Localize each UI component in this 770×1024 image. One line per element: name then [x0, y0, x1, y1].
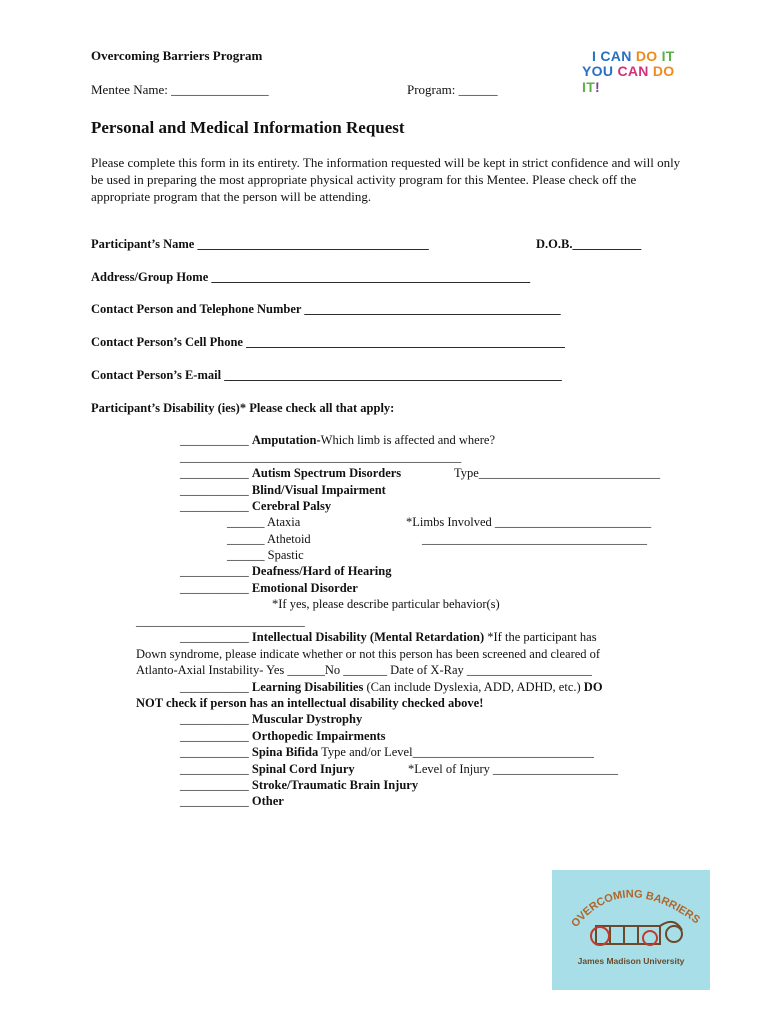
contact-person-field[interactable]: Contact Person and Telephone Number _________________________________________ [91, 302, 561, 316]
university-name: James Madison University [577, 956, 685, 966]
stroke-item[interactable]: ___________ Stroke/Traumatic Brain Injury [180, 778, 419, 792]
cell-phone-field[interactable]: Contact Person’s Cell Phone ___________________________________________________ [91, 335, 565, 349]
orthopedic-item[interactable]: ___________ Orthopedic Impairments [180, 729, 386, 743]
limbs-involved-field[interactable]: *Limbs Involved _________________________ [406, 515, 652, 529]
autism-item[interactable]: ___________ Autism Spectrum Disorders [180, 466, 402, 480]
logo-line1: I CAN DO IT [592, 48, 675, 64]
blind-item[interactable]: ___________ Blind/Visual Impairment [180, 483, 386, 497]
participant-name-field[interactable]: Participant’s Name _____________________________________ [91, 237, 429, 251]
athetoid-item[interactable]: ______ Athetoid [227, 532, 311, 546]
program-field[interactable]: Program: ______ [407, 82, 498, 97]
logo-line2: YOU CAN DO IT! [582, 63, 675, 95]
intro-paragraph: Please complete this form in its entirety. The information requested will be kept in strict confidence and will only be used in preparing the most appropriate physical activity program for this Mentee. Please check off the appropriate program that the person will be attending. [91, 155, 681, 204]
spastic-item[interactable]: ______ Spastic [227, 548, 304, 562]
emotional-note: *If yes, please describe particular behavior(s) [272, 597, 500, 611]
emotional-line[interactable]: ___________________________ [136, 614, 305, 628]
learning-item[interactable]: ___________ Learning Disabilities (Can include Dyslexia, ADD, ADHD, etc.) DO [180, 680, 603, 694]
muscular-item[interactable]: ___________ Muscular Dystrophy [180, 712, 363, 726]
other-item[interactable]: ___________ Other [180, 794, 284, 808]
overcoming-barriers-badge [552, 870, 710, 990]
cerebral-palsy-item[interactable]: ___________ Cerebral Palsy [180, 499, 332, 513]
limbs-line[interactable]: ____________________________________ [422, 532, 647, 546]
badge-arc-text: OVERCOMING BARRIERS [569, 888, 702, 930]
deafness-item[interactable]: ___________ Deafness/Hard of Hearing [180, 564, 392, 578]
dob-field[interactable]: D.O.B.___________ [536, 237, 642, 251]
intellectual-item[interactable]: ___________ Intellectual Disability (Mental Retardation) *If the participant has [180, 630, 597, 644]
check-blank[interactable]: ___________ [180, 433, 249, 447]
amputation-line[interactable]: _____________________________________________ [180, 450, 462, 464]
learning-warning: NOT check if person has an intellectual disability checked above! [136, 696, 484, 710]
atlanto-axial-field[interactable]: Atlanto-Axial Instability- Yes ______No _______ Date of X-Ray ____________________ [136, 663, 592, 677]
disability-heading: Participant’s Disability (ies)* Please check all that apply: [91, 401, 395, 415]
spina-bifida-item[interactable]: ___________ Spina Bifida Type and/or Level_____________________________ [180, 745, 594, 759]
address-field[interactable]: Address/Group Home ___________________________________________________ [91, 270, 531, 284]
emotional-item[interactable]: ___________ Emotional Disorder [180, 581, 358, 595]
amputation-item[interactable]: ___________ Amputation-Which limb is affected and where? [180, 433, 495, 447]
level-of-injury-field[interactable]: *Level of Injury ____________________ [408, 762, 619, 776]
email-field[interactable]: Contact Person’s E-mail ______________________________________________________ [91, 368, 562, 382]
intellectual-note-line2: Down syndrome, please indicate whether or not this person has been screened and cleared of [136, 647, 601, 661]
spinal-cord-item[interactable]: ___________ Spinal Cord Injury [180, 762, 355, 776]
i-can-do-it-logo [580, 48, 692, 95]
mentee-name-field[interactable]: Mentee Name: _______________ [91, 82, 269, 97]
program-title: Overcoming Barriers Program [91, 48, 263, 63]
form-title: Personal and Medical Information Request [91, 118, 405, 137]
autism-type-field[interactable]: Type_____________________________ [454, 466, 661, 480]
wheelchair-logo-icon [552, 870, 710, 990]
ataxia-item[interactable]: ______ Ataxia [227, 515, 301, 529]
